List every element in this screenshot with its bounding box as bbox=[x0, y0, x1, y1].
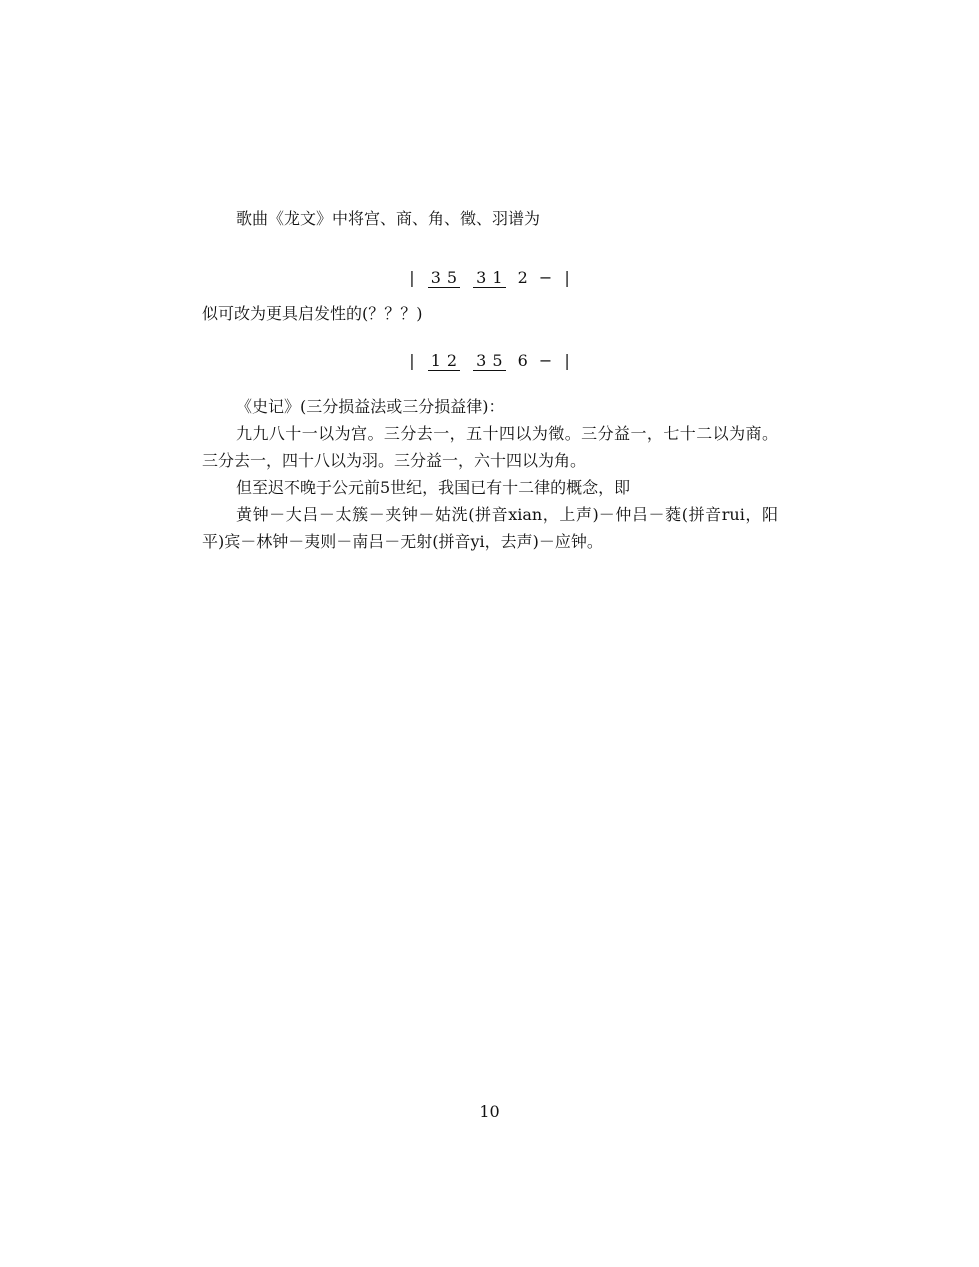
shiji-quote-line-1: 九九八十一以为宫。三分去一，五十四以为徵。三分益一，七十二以 bbox=[236, 424, 730, 443]
bar-line-close: | bbox=[564, 351, 570, 370]
beamed-note-group bbox=[473, 353, 505, 371]
note: 3 bbox=[476, 351, 487, 370]
bar-line-open: | bbox=[409, 351, 415, 370]
twelve-lu-line-1: 黄钟－大吕－太簇－夹钟－姑洗(拼音xian，上声)－仲吕－蕤(拼 bbox=[236, 505, 706, 524]
beamed-note-group bbox=[428, 270, 460, 288]
note: 5 bbox=[446, 268, 458, 287]
intro-paragraph: 歌曲《龙文》中将宫、商、角、徵、羽谱为 bbox=[236, 209, 541, 228]
shiji-quote bbox=[202, 420, 778, 474]
bar-line-open: | bbox=[409, 268, 415, 287]
note: 1 bbox=[430, 351, 441, 370]
rewrite-paragraph: 似可改为更具启发性的(？？？) bbox=[202, 304, 423, 323]
shiji-heading: 《史记》(三分损益法或三分损益律)： bbox=[236, 397, 505, 416]
extension-dash: − bbox=[538, 268, 553, 287]
bar-line-close: | bbox=[564, 268, 570, 287]
note: 6 bbox=[517, 351, 528, 370]
twelve-lu-line-2: 音rui，阳平)宾－林钟－夷则－南吕－无射(拼音yi，去声)－应钟。 bbox=[202, 505, 778, 551]
beamed-note-group bbox=[473, 270, 505, 288]
twelve-lu-list bbox=[202, 501, 778, 555]
note: 3 bbox=[430, 268, 441, 287]
note: 1 bbox=[492, 268, 503, 287]
note: 5 bbox=[492, 351, 503, 370]
note: 2 bbox=[446, 351, 458, 370]
note: 2 bbox=[517, 268, 528, 287]
note: 3 bbox=[476, 268, 487, 287]
beamed-note-group bbox=[428, 353, 460, 371]
shiji-section bbox=[202, 393, 778, 555]
score-line-rewritten bbox=[0, 351, 979, 371]
twelve-lu-intro: 但至迟不晚于公元前5世纪，我国已有十二律的概念，即 bbox=[236, 478, 631, 497]
page-number: 10 bbox=[479, 1102, 500, 1121]
extension-dash: − bbox=[538, 351, 553, 370]
shiji-quote-line-2: 为商。三分去一，四十八以为羽。三分益一，六十四以为角。 bbox=[202, 424, 778, 470]
score-line-original bbox=[0, 268, 979, 288]
